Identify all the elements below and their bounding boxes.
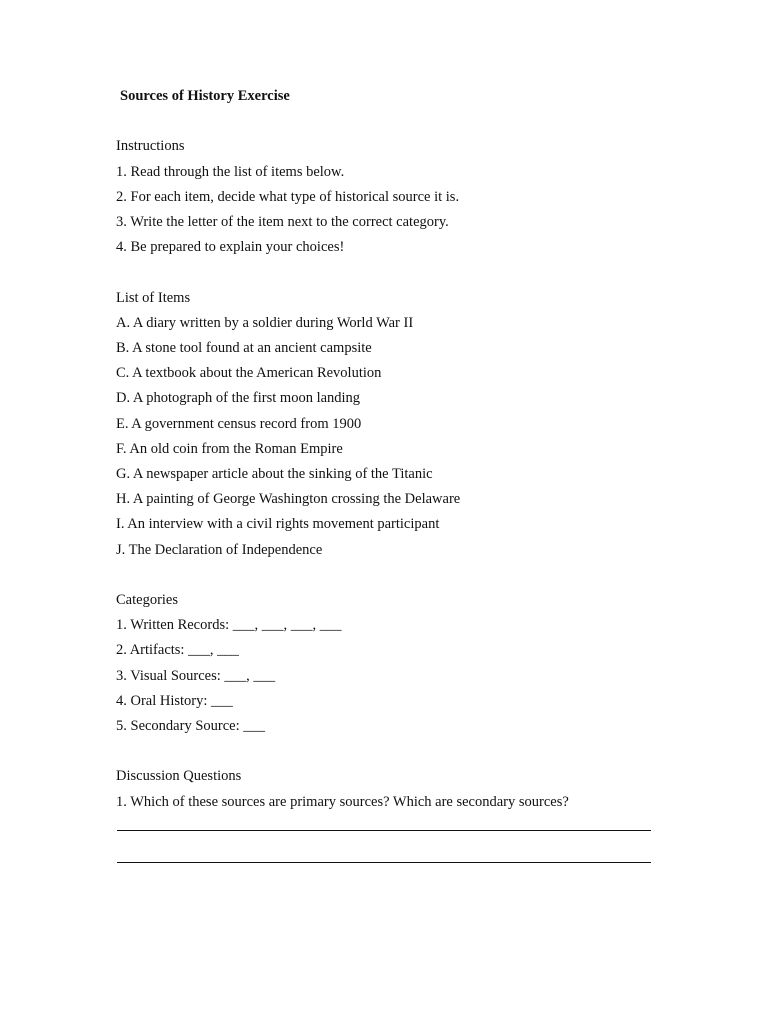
list-of-items-heading: List of Items [116,289,191,306]
instruction-item: 2. For each item, decide what type of historical source it is. [116,188,460,205]
discussion-section [116,764,656,862]
source-item: J. The Declaration of Independence [116,541,323,558]
categories-heading: Categories [116,592,179,609]
instruction-item: 4. Be prepared to explain your choices! [116,239,345,256]
instructions-heading: Instructions [116,138,185,155]
category-item: 5. Secondary Source: ___ [116,718,265,735]
category-item: 3. Visual Sources: ___, ___ [116,667,276,684]
source-item: G. A newspaper article about the sinking of the Titanic [116,466,433,483]
discussion-question: 1. Which of these sources are primary sources? Which are secondary sources? [116,793,569,810]
source-item: C. A textbook about the American Revolution [116,365,382,382]
instruction-item: 3. Write the letter of the item next to the correct category. [116,214,449,230]
categories-section [116,588,656,739]
source-item: A. A diary written by a soldier during World War II [116,314,414,331]
list-of-items-section [116,286,656,563]
source-item: I. An interview with a civil rights movement participant [116,516,440,533]
worksheet-title: Sources of History Exercise [120,88,290,104]
answer-line [117,862,651,863]
category-item: 1. Written Records: ___, ___, ___, ___ [116,617,342,634]
source-item: D. A photograph of the first moon landing [116,390,361,407]
instructions-section [116,134,656,260]
source-item: H. A painting of George Washington crossing the Delaware [116,491,461,508]
source-item: E. A government census record from 1900 [116,415,362,432]
answer-line [117,830,651,831]
category-item: 2. Artifacts: ___, ___ [116,642,239,659]
category-item: 4. Oral History: ___ [116,692,233,709]
source-item: F. An old coin from the Roman Empire [116,440,343,457]
instruction-item: 1. Read through the list of items below. [116,163,345,180]
discussion-heading: Discussion Questions [116,768,242,785]
source-item: B. A stone tool found at an ancient campsite [116,340,372,356]
worksheet-page [116,84,656,863]
